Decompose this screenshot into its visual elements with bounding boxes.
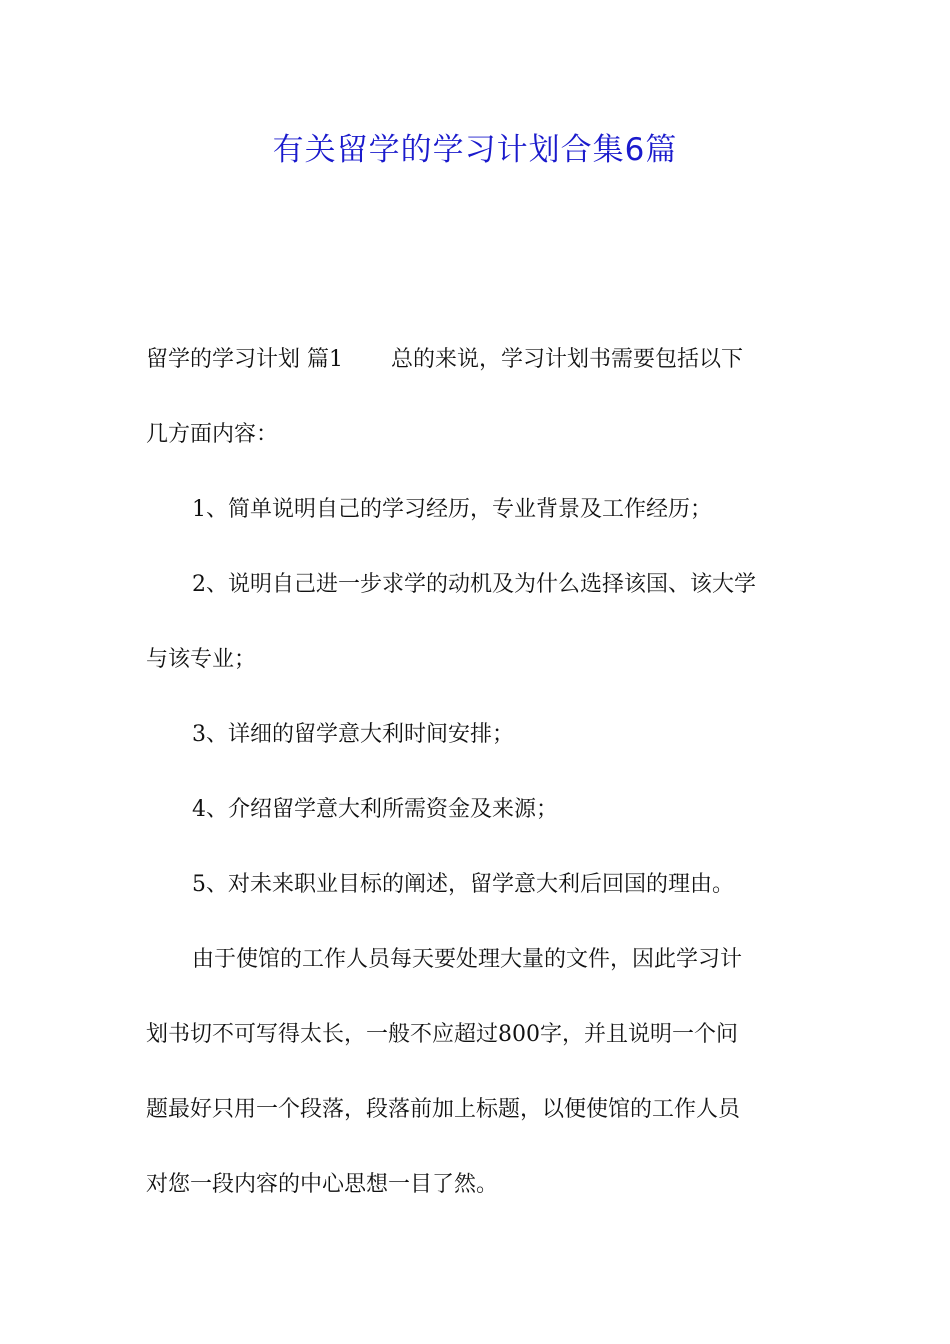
document-body bbox=[146, 345, 808, 1195]
list-item-2-continued: 与该专业； bbox=[146, 647, 257, 672]
document-title: 有关留学的学习计划合集6篇 bbox=[272, 132, 678, 168]
paragraph-line: 划书切不可写得太长，一般不应超过800字，并且说明一个问 bbox=[146, 1022, 738, 1047]
section-heading: 留学的学习计划 篇1 bbox=[146, 347, 343, 372]
list-item-1: 1、简单说明自己的学习经历，专业背景及工作经历； bbox=[192, 497, 712, 522]
list-item-2: 2、说明自己进一步求学的动机及为什么选择该国、该大学 bbox=[192, 572, 756, 597]
list-item-3: 3、详细的留学意大利时间安排； bbox=[192, 722, 514, 747]
paragraph-line: 对您一段内容的中心思想一目了然。 bbox=[146, 1172, 499, 1197]
list-item-5: 5、对未来职业目标的阐述，留学意大利后回国的理由。 bbox=[192, 872, 734, 897]
paragraph-line: 由于使馆的工作人员每天要处理大量的文件，因此学习计 bbox=[192, 947, 743, 972]
paragraph-line: 题最好只用一个段落，段落前加上标题，以便使馆的工作人员 bbox=[146, 1097, 741, 1122]
list-item-4: 4、介绍留学意大利所需资金及来源； bbox=[192, 797, 558, 822]
paragraph-line: 总的来说，学习计划书需要包括以下 bbox=[391, 347, 744, 372]
heading-line bbox=[146, 345, 743, 375]
paragraph-line: 几方面内容： bbox=[146, 422, 279, 447]
